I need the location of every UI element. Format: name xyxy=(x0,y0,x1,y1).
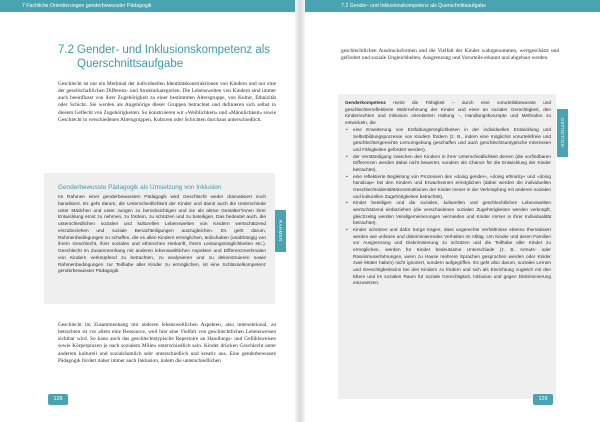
definition-box-content xyxy=(345,100,551,287)
definition-term: Genderkompetenz xyxy=(345,100,386,105)
list-item: • eine Erweiterung von Entfaltungsmöglichkeiten in der individuellen Entwicklung und Selbstbildungsprozesse von Kindern fördern (z. B., indem eine möglichst vorurteilsfreie und geschlechtergerechte Lernumgebung geschaffen und auch geschlechtsuntypische Interessen und Fähigkeiten gefördert werden), xyxy=(345,127,551,154)
definition-list xyxy=(345,127,551,287)
definition-tab-label: DEFINITION xyxy=(560,118,565,148)
list-item: • Kinder schützen und dafür Sorge tragen, dass ungerechte Verhältnisse ebenso thematisiert werden wie unfaires und diskriminierendes Verhalten im Alltag. Um Kinder und deren Familien vor Ausgrenzung und Diskriminierung zu schützen und die Teilhabe aller Kinder zu ermöglichen, werden für Kinder bedeutsame Unterschiede (z. B. Armuts- oder Rassismuserfahrungen, wenn zu Hause mehrere Sprachen gesprochen werden oder Kinder zwei Mütter haben) nicht ignoriert, sondern aufgegriffen. Es geht also darum, soziales Lernen und Gerechtigkeitssinn bei den Kindern zu fördern und sich als Einrichtung zugleich mit den Eltern und im sozialen Raum für soziale Gerechtigkeit, Inklusion und gegen Diskriminierung einzusetzen. xyxy=(345,227,551,287)
chapter-heading-number: 7.2 xyxy=(58,44,74,56)
definition-intro-text: meint die Fähigkeit – durch eine vorurteilsbewusste und geschlechterreflektierte Wahrnehmung der Kinder und einer an sozialer Gerechtigkeit, den Kinderrechten und Inklusion orientierten Haltung –, Handlungskonzepte und Methoden zu entwickeln, die xyxy=(345,100,551,125)
info-box-text: Im Rahmen einer genderbewussten Pädagogik wird Geschlecht weder dramatisiert noch banalisiert. Es geht darum, die Unterschiedlichkeit der Kinder und damit auch die Unterschiede unter Mädchen und unter Jungen zu berücksichtigen und sie als aktive Gestalter*innen ihrer Entwicklung ernst zu nehmen, zu fördern, zu schützen und zu beteiligen. Das bedeutet auch, die unterschiedlichen sozialen und kulturellen Lebenswelten von Kindern wertschätzend einzubeziehen und soziale Benachteiligungen auszugleichen. Es geht darum, Rahmenbedingungen zu schaffen, die es allen Kindern ermöglichen, teilzuhaben (unabhängig von ihrem Geschlecht, ihrer sozialen und ethnischen Herkunft, ihrem Leistungsmöglichkeiten etc.). Geschlecht im Zusammenhang mit anderen lebensweltlichen Aspekten und Differenzmerkmalen von Kindern verknüpfend zu betrachten, zu analysieren und zu dekonstruieren sowie Rahmenbedingungen zur Teilhabe aller Kinder zu ermöglichen, ist eine Schlüsselkompetenz genderbewusster Pädagogik. xyxy=(58,195,266,275)
definition-tab xyxy=(557,109,568,157)
definition-box xyxy=(338,94,556,399)
running-head-right: 7.2 Gender- und Inklusionskompetenz als Querschnittsaufgabe xyxy=(305,0,600,12)
definition-intro xyxy=(345,100,551,127)
page-number-right: 129 xyxy=(533,394,553,405)
intro-paragraph xyxy=(58,81,276,124)
continuation-paragraph-text: geschlechtlichen Ausdrucksformen und die Vielfalt der Kinder wahrgenommen, wertgeschätzt und gefördert und soziale Ungleichheiten, Ausgrenzung und Vorurteile erkannt und abgebaut werden. xyxy=(341,48,559,62)
running-head-left: 7 Fachliche Orientierungen genderbewusster Pädagogik xyxy=(0,0,295,12)
intro-paragraph-text: Geschlecht ist nur ein Merkmal der individuellen Identitätskonstruktionen von Kindern und nur eine der gesellschaftlichen Differenz- und Strukturkategorien. Die Lebenswelten von Kindern sind immer auch beeinflusst von ihrer Zugehörigkeit zu einer bestimmten Altersgruppe, von Kultur, Ethnizität oder Schicht. Sie werden als Angehörige dieser Gruppen betrachtet und definieren sich selbst in diesem Geflecht von Zugehörigkeiten. So konstruieren wir »Weiblichkeit« und »Männlichkeit« sowie Geschlecht in verschiedenen Altersgruppen, Kulturen oder Schichten durchaus unterschiedlich. xyxy=(58,81,276,123)
closing-paragraph-text: Geschlecht im Zusammenhang mit anderen lebensweltlichen Aspekten, also intersektional, zu betrachten ist vor allem eine Ressource, weil hier eine Vielfalt von geschlechtlichen Lebensweisen sichtbar wird. So kann auch das geschlechtstypische Repertoire an Handlungs- und Gefühlsweisen sowie Körperpraxen je nach sozialem Milieu unterschiedlich sein. Kinder drücken Geschlecht unter anderem kulturell und sozialräumlich sehr unterschiedlich und kreativ aus. Eine genderbewusste Pädagogik fördert daher immer auch Inklusion, indem die unterschiedlichen xyxy=(58,322,276,364)
page-number-left: 128 xyxy=(48,394,68,405)
list-item: • eine reflektierte Begleitung von Prozessen des »doing gender«, »doing ethnicity« und »doing handicap« bei den Kindern und Erwachsenen ermöglichen (dabei werden die individuellen Geschlechtsidentitätskonstruktionen der Kinder immer in der Verknüpfung mit anderen sozialen und kulturellen Zugehörigkeiten betrachtet), xyxy=(345,174,551,201)
chapter-heading-text: Gender- und Inklusionskompetenz als Querschnittsaufgabe xyxy=(77,44,271,70)
list-item: • der Verständigung zwischen den Kindern in ihrer Unterschiedlichkeit dienen (die vorfindbaren Differenzen werden dabei nicht bewertet, sondern als Chance für die Entwicklung der Kinder betrachtet), xyxy=(345,154,551,174)
book-gutter xyxy=(295,0,305,422)
closing-paragraph xyxy=(58,322,276,365)
info-box-rahmen xyxy=(44,173,275,304)
rahmen-tab xyxy=(275,210,286,252)
left-page xyxy=(0,0,295,422)
rahmen-tab-label: RAHMEN xyxy=(278,220,283,242)
continuation-paragraph xyxy=(341,48,559,62)
list-item: • Kinder beteiligen und die sozialen, kulturellen und geschlechtlichen Lebenswelten wertschätzend einbeziehen (die verschiedenen sozialen Zugehörigkeiten werden verknüpft, gleichzeitig werden Verallgemeinerungen vermieden und Kinder immer in ihrer Individualität betrachtet), xyxy=(345,200,551,227)
right-page xyxy=(305,0,600,422)
info-box-title: Genderbewusste Pädagogik als Umsetzung von Inklusion xyxy=(58,184,222,191)
chapter-heading xyxy=(58,44,273,71)
